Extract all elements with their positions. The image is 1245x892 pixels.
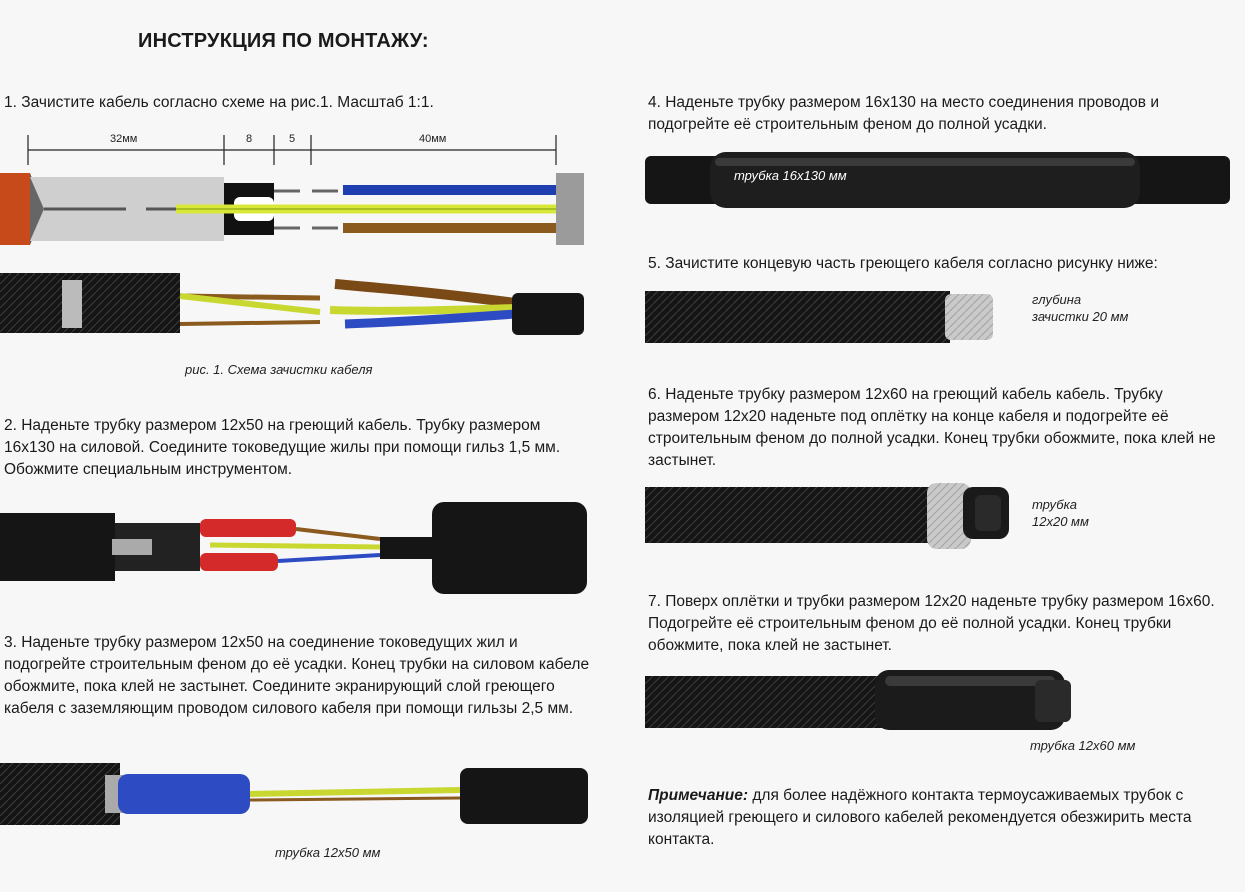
dim-label-40mm: 40мм	[419, 133, 447, 145]
step-5-text: 5. Зачистите концевую часть греющего кабеля согласно рисунку ниже:	[648, 255, 1158, 272]
note-block	[648, 785, 1218, 851]
step-1-text: 1. Зачистите кабель согласно схеме на рис.1. Масштаб 1:1.	[4, 94, 434, 111]
tube-12x60-caption: трубка 12х60 мм	[1030, 738, 1136, 753]
dim-label-8: 8	[246, 133, 253, 145]
step-2-text: 2. Наденьте трубку размером 12х50 на греющий кабель. Трубку размером 16х130 на силовой. Соедините токоведущие жилы при помощи гильз 1,5 мм. Обожмите специальным инструментом.	[4, 417, 561, 478]
page-title: ИНСТРУКЦИЯ ПО МОНТАЖУ:	[138, 30, 429, 52]
step-7-text: 7. Поверх оплётки и трубки размером 12х20 наденьте трубку размером 16х60. Подогрейте её строительным феном до её полной усадки. Конец трубки обожмите, пока клей не застынет.	[648, 593, 1215, 654]
note-text: для более надёжного контакта термоусаживаемых трубок с изоляцией греющего и силового кабелей рекомендуется обезжирить места контакта.	[648, 787, 1192, 848]
wire-blue	[343, 185, 556, 195]
step-4-text: 4. Наденьте трубку размером 16х130 на место соединения проводов и подогрейте её строительным феном до полной усадки.	[648, 94, 1159, 133]
tube-12x50-caption: трубка 12х50 мм	[275, 845, 381, 860]
wire-brown	[343, 223, 556, 233]
tube-12x20-caption-line2: 12х20 мм	[1032, 514, 1089, 529]
step-3-text: 3. Наденьте трубку размером 12х50 на соединение токоведущих жил и подогрейте строительным феном до её усадки. Конец трубки на силовом кабеле обожмите, пока клей не застынет. Соедините экранирующий слой греющего кабеля с заземляющим проводом силового кабеля при помощи гильзы 2,5 мм.	[4, 634, 590, 717]
tube-12x20-caption-line1: трубка	[1032, 497, 1077, 512]
blue-sleeve-photo	[0, 760, 590, 835]
heating-cable-end	[0, 173, 30, 245]
stripped-end-photo	[645, 288, 1005, 348]
tube-16x130-caption: трубка 16х130 мм	[734, 168, 847, 183]
dim-label-5: 5	[289, 133, 296, 145]
stripped-cables-photo	[0, 268, 590, 348]
stripping-scheme-diagram	[0, 125, 590, 250]
tube-12x20-photo	[645, 475, 1025, 555]
strip-depth-caption-line1: глубина	[1032, 292, 1082, 307]
tube-12x60-photo	[645, 668, 1085, 733]
step-6-text: 6. Наденьте трубку размером 12х60 на греющий кабель кабель. Трубку размером 12х20 наденьте под оплётку на конце кабеля и подогрейте её строительным феном до полной усадки. Конец трубки обожмите, пока клей не застынет.	[648, 386, 1216, 469]
crimped-connectors-photo	[0, 497, 590, 597]
figure-1-caption: рис. 1. Схема зачистки кабеля	[185, 362, 373, 377]
note-label: Примечание:	[648, 787, 749, 804]
strip-depth-caption-line2: зачистки 20 мм	[1032, 309, 1129, 324]
dim-label-32mm: 32мм	[110, 133, 138, 145]
